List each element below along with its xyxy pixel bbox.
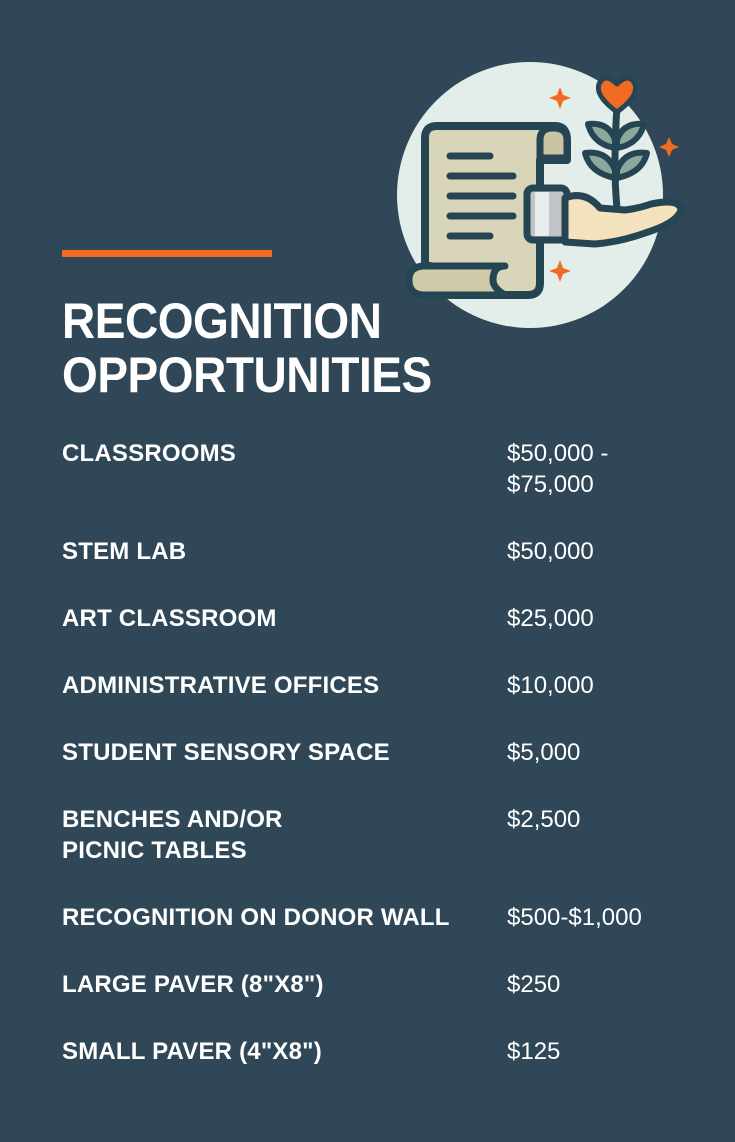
opportunity-name: ART CLASSROOM [62, 605, 277, 632]
opportunity-name: CLASSROOMS [62, 440, 237, 467]
opportunity-name: ADMINISTRATIVE OFFICES [62, 672, 380, 699]
opportunity-price: $500-$1,000 [507, 904, 642, 931]
opportunity-price: $5,000 [507, 739, 581, 766]
opportunity-price: $2,500 [507, 806, 581, 833]
accent-divider [62, 250, 272, 257]
opportunity-name: STEM LAB [62, 538, 187, 565]
list-item [62, 438, 682, 500]
list-item [62, 969, 682, 1000]
opportunity-price: $25,000 [507, 605, 594, 632]
opportunity-price: $10,000 [507, 672, 594, 699]
list-item [62, 1036, 682, 1067]
list-item [62, 804, 682, 866]
opportunity-name: SMALL PAVER (4"X8") [62, 1038, 322, 1065]
opportunity-name: LARGE PAVER (8"X8") [62, 971, 324, 998]
opportunity-price: $50,000 [507, 538, 594, 565]
opportunity-name: BENCHES AND/OR PICNIC TABLES [62, 806, 283, 864]
list-item [62, 902, 682, 933]
opportunity-name: RECOGNITION ON DONOR WALL [62, 904, 450, 931]
list-item [62, 536, 682, 567]
cuff-icon [527, 188, 567, 240]
title-line-2: OPPORTUNITIES [62, 347, 432, 403]
opportunity-price: $250 [507, 971, 561, 998]
opportunity-name: STUDENT SENSORY SPACE [62, 739, 390, 766]
list-item [62, 670, 682, 701]
hand-holding-plant-and-scroll-icon [395, 58, 695, 338]
page-title [62, 294, 432, 402]
opportunity-list [62, 438, 682, 1103]
opportunity-price: $125 [507, 1038, 561, 1065]
list-item [62, 603, 682, 634]
list-item [62, 737, 682, 768]
opportunity-price: $50,000 - $75,000 [507, 440, 609, 498]
title-line-1: RECOGNITION [62, 293, 382, 349]
